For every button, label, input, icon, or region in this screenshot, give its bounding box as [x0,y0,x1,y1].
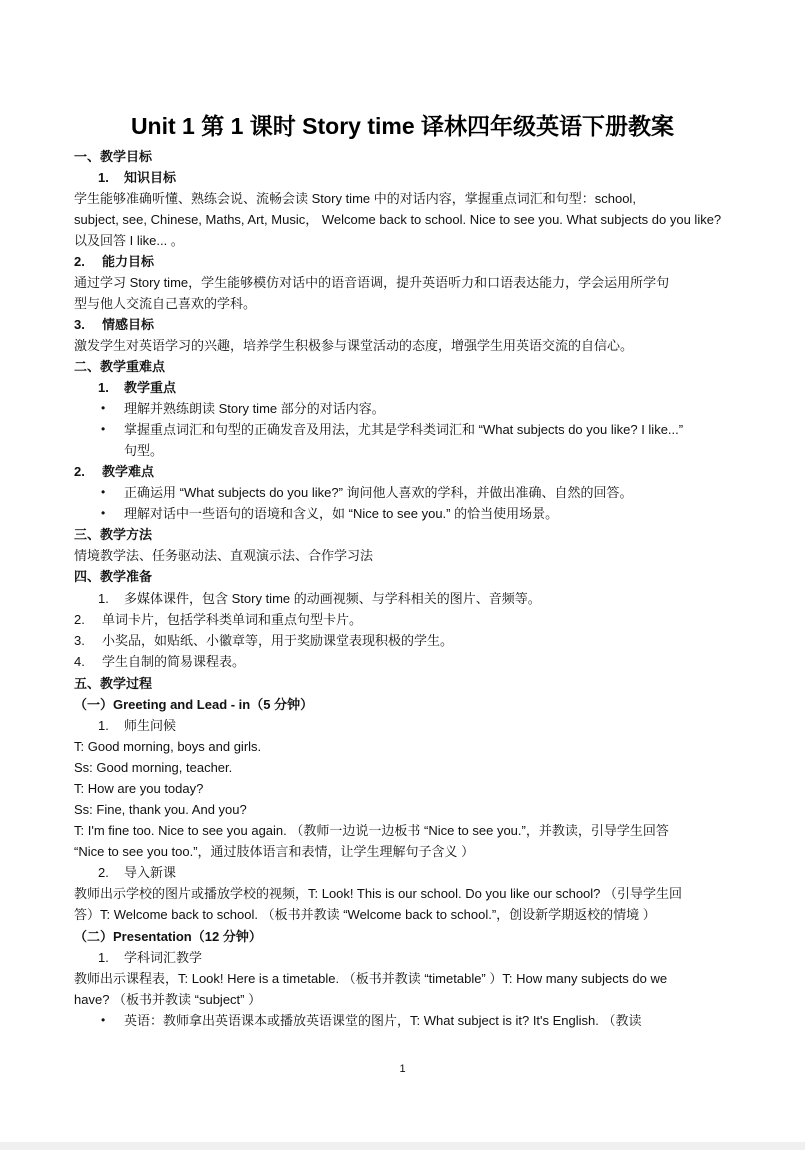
list-number: 3. [74,317,85,332]
list-number: 2. [74,464,85,479]
dialogue-line: T: I'm fine too. Nice to see you again. （教师一边说一边板书 “Nice to see you.”，并教读，引导学生回答 [74,823,669,838]
paragraph-line: 答）T: Welcome back to school. （板书并教读 “Welcome back to school.”，创设新学期返校的情境 ） [74,907,656,922]
paragraph-line: 教师出示学校的图片或播放学校的视频，T: Look! This is our school. Do you like our school? （引导学生回 [74,886,683,901]
dialogue-line: Ss: Good morning, teacher. [74,760,233,775]
paragraph-line: have? （板书并教读 “subject” ） [74,992,262,1007]
paragraph-line: 教师出示课程表，T: Look! Here is a timetable. （板书并教读 “timetable” ）T: How many subjects do we [74,971,668,986]
paragraph-line: 以及回答 I like... 。 [74,233,184,248]
dialogue-line: T: How are you today? [74,781,204,796]
bullet-dot-icon: • [101,1013,106,1027]
subheading-label: 能力目标 [102,254,155,269]
subheading-label: 知识目标 [124,170,177,185]
list-number: 1. [98,380,109,395]
section-heading-key-points: 二、教学重难点 [74,359,166,374]
paragraph-line: subject, see, Chinese, Maths, Art, Music， Welcome back to school. Nice to see you. What subjects do you like? [74,212,722,227]
dialogue-line: “Nice to see you too.”，通过肢体语言和表情，让学生理解句子含义 ） [74,844,475,859]
paragraph-line: 学生能够准确听懂、熟练会说、流畅会读 Story time 中的对话内容，掌握重点词汇和句型：school, [74,191,636,206]
list-number: 2. [74,254,85,269]
document-page: Unit 1 第 1 课时 Story time 译林四年级英语下册教案 一、教学目标 1. 知识目标 学生能够准确听懂、熟练会说、流畅会读 Story time 中的对话内容，掌握重点词汇和句型：school, subject, see, Chinese, Maths, Art, Music， Welcome back to school. Nice to see you. What subjects do you like? 以及回答 I like... 。 2. 能力目标 通过学习 Story time，学生能够模仿对话中的语音语调，提升英语听力和口语表达能力，学会运用所学句 型与他人交流自己喜欢的学科。 3. 情感目标 激发学生对英语学习的兴趣，培养学生积极参与课堂活动的态度，增强学生用英语交流的自信心。 二、教学重难点 1. 教学重点 • 理解并熟练朗读 Story time 部分的对话内容。 • 掌握重点词汇和句型的正确发音及用法，尤其是学科类词汇和 “What subjects do you like? I like...” 句型。 2. 教学难点 • 正确运用 “What subjects do you like?” 询问他人喜欢的学科，并做出准确、自然的回答。 • 理解对话中一些语句的语境和含义，如 “Nice to see you.” 的恰当使用场景。 三、教学方法 情境教学法、任务驱动法、直观演示法、合作学习法 四、教学准备 1. 多媒体课件，包含 Story time 的动画视频、与学科相关的图片、音频等。 2. 单词卡片，包括学科类单词和重点句型卡片。 3. 小奖品，如贴纸、小徽章等，用于奖励课堂表现积极的学生。 4. 学生自制的简易课程表。 五、教学过程 （一）Greeting and Lead - in（5 分钟） 1. 师生问候 T: Good morning, boys and girls. Ss: Good morning, teacher. T: How are you today? Ss: Fine, thank you. And you? T: I'm fine too. Nice to see you again. （教师一边说一边板书 “Nice to see you.”，并教读，引导学生回答 “Nice to see you too.”，通过肢体语言和表情，让学生理解句子含义 ） 2. 导入新课 教师出示学校的图片或播放学校的视频，T: Look! This is our school. Do you like our school? （引导学生回 答）T: Welcome back to school. （板书并教读 “Welcome back to school.”，创设新学期返校的情境 ） （二）Presentation（12 分钟） 1. 学科词汇教学 教师出示课程表，T: Look! Here is a timetable. （板书并教读 “timetable” ）T: How many subjects do we have? （板书并教读 “subject” ） • 英语：教师拿出英语课本或播放英语课堂的图片，T: What subject is it? It's English. （教读 1 [0,0,805,1142]
paragraph-line: 型与他人交流自己喜欢的学科。 [74,296,257,311]
paragraph-line: 激发学生对英语学习的兴趣，培养学生积极参与课堂活动的态度，增强学生用英语交流的自信心。 [74,338,634,353]
subheading-label: 情感目标 [102,317,155,332]
subsection-heading-presentation: （二）Presentation（12 分钟） [74,929,262,944]
bullet-dot-icon: • [101,506,106,520]
section-heading-preparation: 四、教学准备 [74,569,153,584]
paragraph-line: 通过学习 Story time，学生能够模仿对话中的语音语调，提升英语听力和口语表达能力，学会运用所学句 [74,275,670,290]
paragraph-line: 情境教学法、任务驱动法、直观演示法、合作学习法 [74,548,374,563]
subheading-label: 教学难点 [102,464,155,479]
section-heading-process: 五、教学过程 [74,676,153,691]
section-heading-methods: 三、教学方法 [74,527,153,542]
subheading-label: 教学重点 [124,380,177,395]
list-number: 1. [98,170,109,185]
dialogue-line: T: Good morning, boys and girls. [74,739,262,754]
section-heading-objectives: 一、教学目标 [74,149,153,164]
bullet-dot-icon: • [101,422,106,436]
dialogue-line: Ss: Fine, thank you. And you? [74,802,247,817]
bullet-dot-icon: • [101,485,106,499]
bullet-dot-icon: • [101,401,106,415]
page-number: 1 [399,1063,406,1075]
page-title: Unit 1 第 1 课时 Story time 译林四年级英语下册教案 [130,113,675,139]
subsection-heading-greeting: （一）Greeting and Lead - in（5 分钟） [74,697,314,712]
